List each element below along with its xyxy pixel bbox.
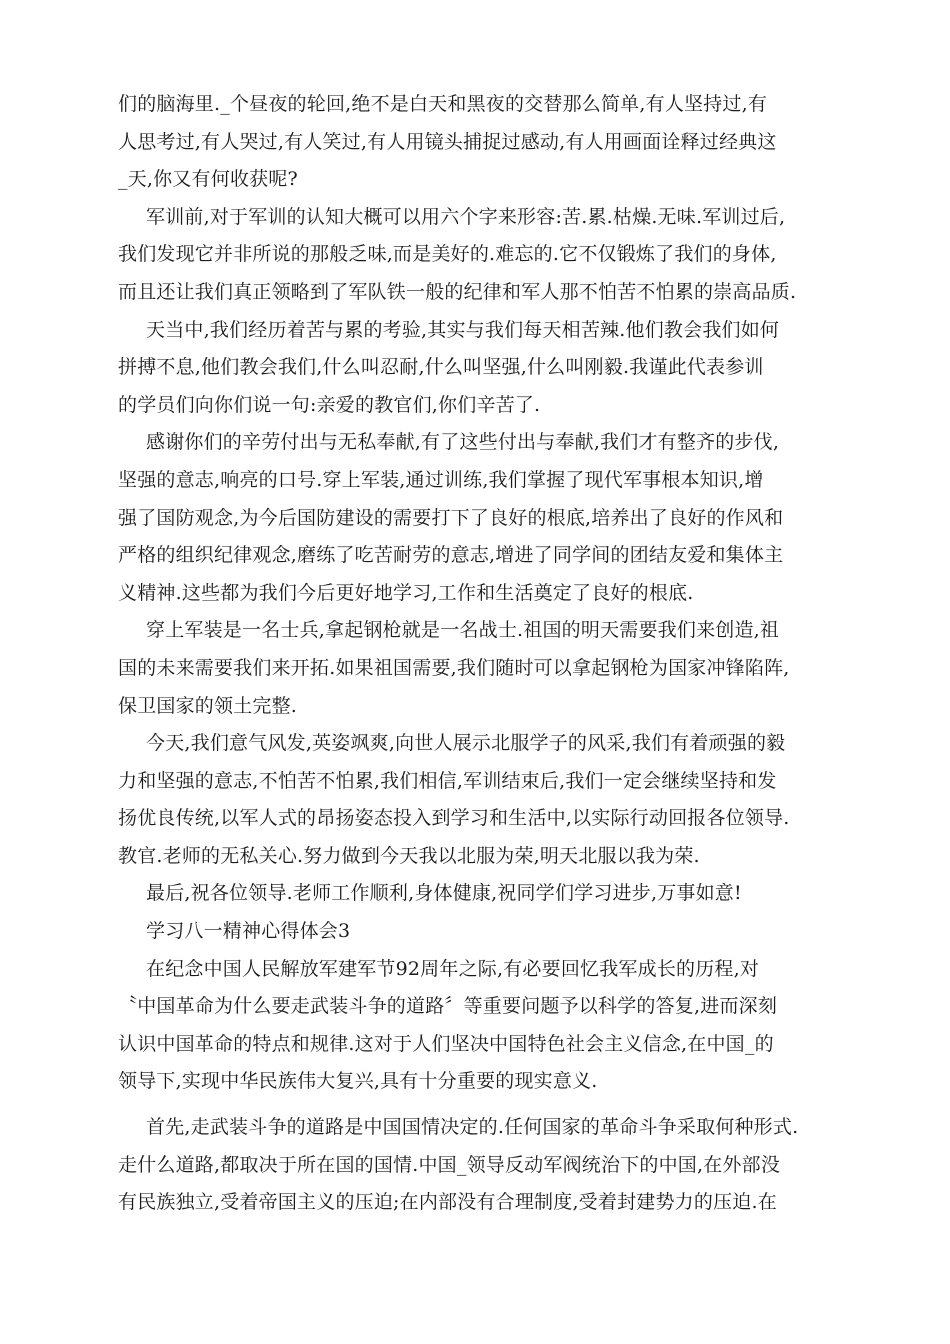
paragraph-start-line: 军训前,对于军训的认知大概可以用六个字来形容:苦.累.枯燥.无味.军训过后,: [146, 205, 786, 228]
text-line: 保卫国家的领土完整.: [118, 694, 298, 717]
text-line: 〝中国革命为什么要走武装斗争的道路〞等重要问题予以科学的答复,进而深刻: [118, 995, 778, 1018]
text-line: 们的脑海里._个昼夜的轮回,绝不是白天和黑夜的交替那么简单,有人坚持过,有: [118, 93, 768, 115]
paragraph-start-line: 在纪念中国人民解放军建军节92周年之际,有必要回忆我军成长的历程,对: [146, 957, 760, 980]
paragraph-start-line: 感谢你们的辛劳付出与无私奉献,有了这些付出与奉献,我们才有整齐的步伐,: [146, 431, 780, 454]
section-heading: 学习八一精神心得体会3: [146, 920, 351, 943]
document-body: [118, 86, 838, 1222]
text-line: 的学员们向你们说一句:亲爱的教官们,你们辛苦了.: [118, 393, 541, 416]
paragraph-start-line: 今天,我们意气风发,英姿飒爽,向世人展示北服学子的风采,我们有着顽强的毅: [146, 732, 786, 755]
text-line: 严格的组织纪律观念,磨练了吃苦耐劳的意志,增进了同学间的团结友爱和集体主: [118, 544, 784, 567]
text-line: _天,你又有何收获呢?: [118, 168, 298, 191]
text-line: 强了国防观念,为今后国防建设的需要打下了良好的根底,培养出了良好的作风和: [118, 506, 784, 529]
text-line: 拼搏不息,他们教会我们,什么叫忍耐,什么叫坚强,什么叫刚毅.我谨此代表参训: [118, 356, 764, 379]
text-line: 我们发现它并非所说的那般乏味,而是美好的.难忘的.它不仅锻炼了我们的身体,: [118, 243, 777, 266]
text-line: 认识中国革命的特点和规律.这对于人们坚决中国特色社会主义信念,在中国_的: [118, 1032, 774, 1055]
text-line: 扬优良传统,以军人式的昂扬姿态投入到学习和生活中,以实际行动回报各位领导.: [118, 807, 790, 830]
paragraph-start-line: 首先,走武装斗争的道路是中国国情决定的.任何国家的革命斗争采取何种形式.: [146, 1116, 799, 1139]
text-line: 而且还让我们真正领略到了军队铁一般的纪律和军人那不怕苦不怕累的崇高品质.: [118, 280, 797, 303]
text-line: 力和坚强的意志,不怕苦不怕累,我们相信,军训结束后,我们一定会继续坚持和发: [118, 769, 777, 792]
paragraph-start-line: 穿上军装是一名士兵,拿起钢枪就是一名战士.祖国的明天需要我们来创造,祖: [146, 619, 780, 642]
text-line: 走什么道路,都取决于所在国的国情.中国_领导反动军阀统治下的中国,在外部没: [118, 1153, 781, 1176]
paragraph-gap: [118, 1101, 838, 1109]
text-line: 国的未来需要我们来开拓.如果祖国需要,我们随时可以拿起钢枪为国家冲锋陷阵,: [118, 656, 790, 679]
paragraph-start-line: 天当中,我们经历着苦与累的考验,其实与我们每天相苦辣.他们教会我们如何: [146, 318, 780, 341]
text-line: 人思考过,有人哭过,有人笑过,有人用镜头捕捉过感动,有人用画面诠释过经典这: [118, 130, 777, 153]
paragraph-start-line: 最后,祝各位领导.老师工作顺利,身体健康,祝同学们学习进步,万事如意!: [146, 882, 742, 905]
text-line: 坚强的意志,响亮的口号.穿上军装,通过训练,我们掌握了现代军事根本知识,增: [118, 468, 764, 491]
text-line: 义精神.这些都为我们今后更好地学习,工作和生活奠定了良好的根底.: [118, 581, 694, 604]
text-line: 领导下,实现中华民族伟大复兴,具有十分重要的现实意义.: [118, 1070, 598, 1093]
text-line: 有民族独立,受着帝国主义的压迫;在内部没有合理制度,受着封建势力的压迫.在: [118, 1191, 777, 1214]
text-line: 教官.老师的无私关心.努力做到今天我以北服为荣,明天北服以我为荣.: [118, 844, 700, 867]
